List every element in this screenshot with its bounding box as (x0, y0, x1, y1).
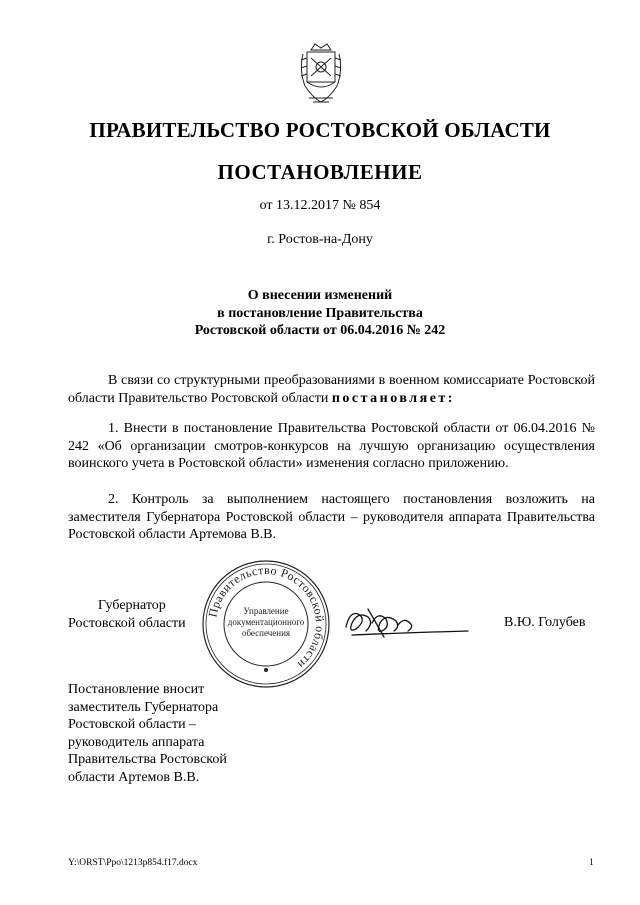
coat-of-arms-emblem (297, 40, 345, 106)
stamp-center-line: Управление (243, 606, 289, 616)
organization-title: ПРАВИТЕЛЬСТВО РОСТОВСКОЙ ОБЛАСТИ (89, 118, 551, 142)
subject-line: О внесении изменений (247, 288, 393, 303)
stamp-center-line: документационного (227, 617, 305, 627)
point-2-paragraph: 2. Контроль за выполнением настоящего постановления возложить на заместителя Губернатора Ростовской области – руководителя аппарата Правительства Ростовской области Артемова В.В. (68, 492, 595, 542)
decree-word: постановляет: (331, 390, 455, 406)
submitted-by-line: руководитель аппарата (68, 734, 205, 750)
preamble-text: В связи со структурными преобразованиями в военном комиссариате Ростовской области Правительство Ростовской области (68, 373, 595, 406)
subject-line: в постановление Правительства (217, 305, 423, 321)
submitted-by-line: Постановление вносит (68, 682, 205, 697)
submitted-by-line: заместитель Губернатора (68, 699, 219, 715)
submitted-by-line: области Артемов В.В. (68, 769, 200, 785)
footer-page-number: 1 (589, 858, 594, 868)
signatory-name: В.Ю. Голубев (504, 615, 586, 630)
submitted-by-block (68, 681, 288, 786)
subject-line: Ростовской области от 06.04.2016 № 242 (194, 323, 446, 338)
signatory-title (68, 597, 186, 632)
document-subject (0, 287, 640, 340)
preamble-paragraph (68, 372, 595, 407)
official-stamp (200, 558, 332, 690)
document-date-number: от 13.12.2017 № 854 (259, 198, 381, 213)
submitted-by-line: Правительства Ростовской (68, 752, 227, 767)
footer-file-path: Y:\ORST\Ppo\1213p854.f17.docx (68, 858, 198, 868)
document-city: г. Ростов-на-Дону (267, 232, 373, 247)
submitted-by-line: Ростовской области – (68, 717, 197, 732)
signatory-title-line: Губернатор (98, 598, 166, 613)
document-type: ПОСТАНОВЛЕНИЕ (217, 160, 423, 184)
signatory-title-line: Ростовской области (68, 615, 186, 631)
handwritten-signature (338, 597, 478, 647)
stamp-center-line: обеспечения (241, 628, 291, 638)
stamp-ring-text: Правительство Ростовской области (205, 562, 328, 672)
point-1-paragraph: 1. Внести в постановление Правительства Ростовской области от 06.04.2016 № 242 «Об организации смотров-конкурсов на лучшую организацию осуществления воинского учета в Ростовской области» изменения согласно приложению. (68, 421, 595, 471)
